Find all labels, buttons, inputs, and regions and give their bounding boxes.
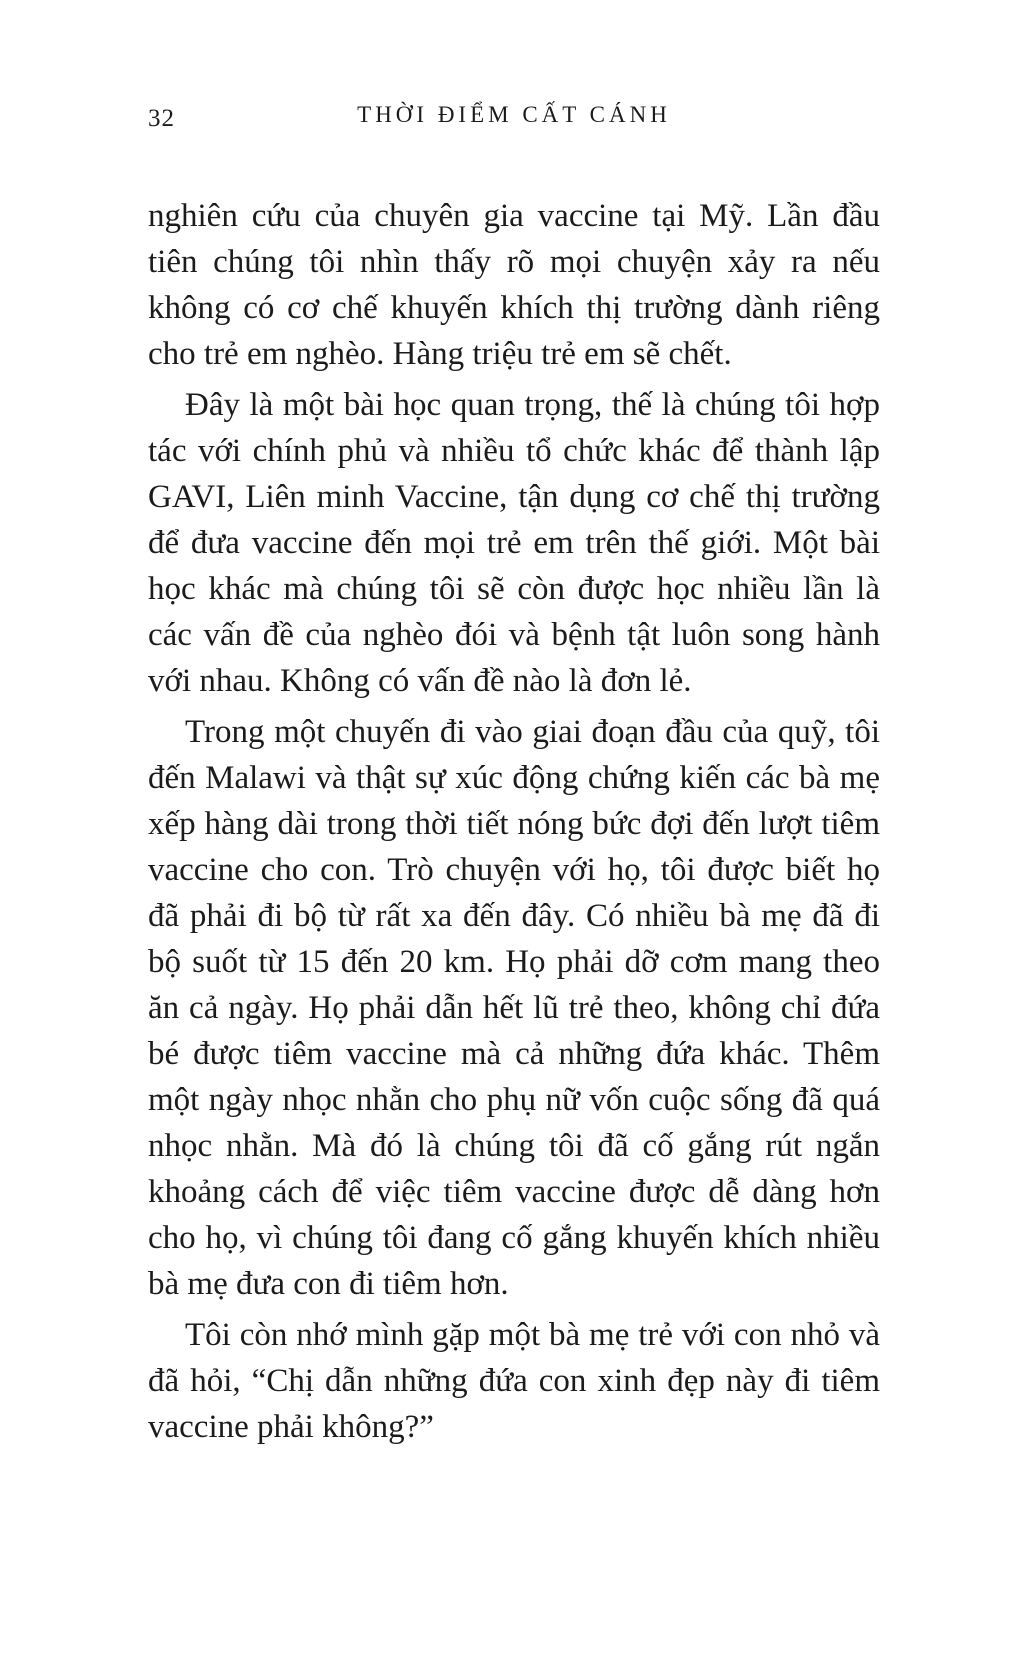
paragraph-4: Tôi còn nhớ mình gặp một bà mẹ trẻ với con nhỏ và đã hỏi, “Chị dẫn những đứa con xinh đẹp này đi tiêm vaccine phải không?” <box>148 1317 880 1445</box>
paragraph-2: Đây là một bài học quan trọng, thế là chúng tôi hợp tác với chính phủ và nhiều tổ chức khác để thành lập GAVI, Liên minh Vaccine, tận dụng cơ chế thị trường để đưa vaccine đến mọi trẻ em trên thế giới. Một bài học khác mà chúng tôi sẽ còn được học nhiều lần là các vấn đề của nghèo đói và bệnh tật luôn song hành với nhau. Không có vấn đề nào là đơn lẻ. <box>148 387 880 699</box>
paragraph-1: nghiên cứu của chuyên gia vaccine tại Mỹ. Lần đầu tiên chúng tôi nhìn thấy rõ mọi chuyện xảy ra nếu không có cơ chế khuyến khích thị trường dành riêng cho trẻ em nghèo. Hàng triệu trẻ em sẽ chết. <box>148 198 880 372</box>
paragraph-3: Trong một chuyến đi vào giai đoạn đầu của quỹ, tôi đến Malawi và thật sự xúc động chứng kiến các bà mẹ xếp hàng dài trong thời tiết nóng bức đợi đến lượt tiêm vaccine cho con. Trò chuyện với họ, tôi được biết họ đã phải đi bộ từ rất xa đến đây. Có nhiều bà mẹ đã đi bộ suốt từ 15 đến 20 km. Họ phải dỡ cơm mang theo ăn cả ngày. Họ phải dẫn hết lũ trẻ theo, không chỉ đứa bé được tiêm vaccine mà cả những đứa khác. Thêm một ngày nhọc nhằn cho phụ nữ vốn cuộc sống đã quá nhọc nhằn. Mà đó là chúng tôi đã cố gắng rút ngắn khoảng cách để việc tiêm vaccine được dễ dàng hơn cho họ, vì chúng tôi đang cố gắng khuyến khích nhiều bà mẹ đưa con đi tiêm hơn. <box>148 714 880 1302</box>
page-header <box>148 102 880 136</box>
running-head: THỜI ĐIỂM CẤT CÁNH <box>357 102 671 127</box>
page-number: 32 <box>148 105 175 132</box>
page-body <box>148 193 880 1450</box>
book-page <box>0 102 1024 1677</box>
